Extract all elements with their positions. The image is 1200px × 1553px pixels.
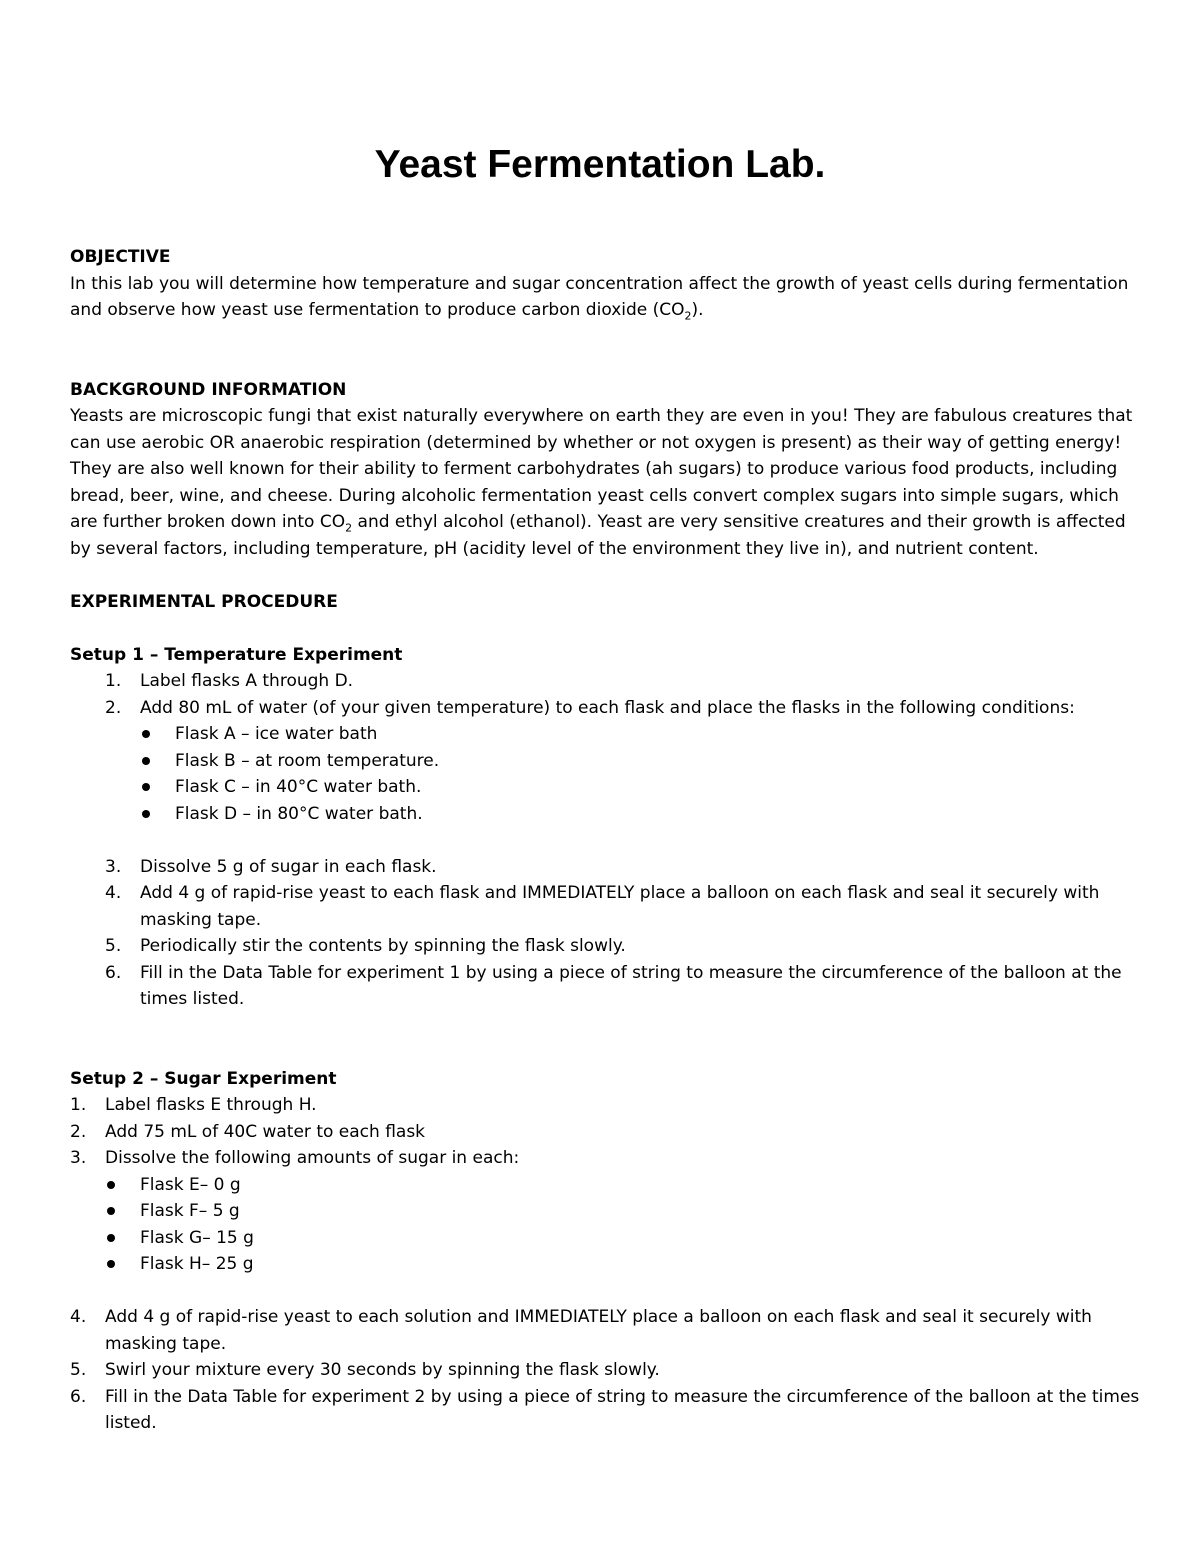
list-item: 6. Fill in the Data Table for experiment 1 by using a piece of string to measure the circumference of the balloon at the times listed. (105, 962, 1122, 1009)
list-item: Flask H– 25 g (70, 1251, 1140, 1278)
objective-heading: OBJECTIVE (70, 247, 171, 267)
document-body (70, 244, 1140, 1437)
setup2-heading: Setup 2 – Sugar Experiment (70, 1068, 337, 1089)
setup1-conditions (70, 721, 1140, 827)
list-item: Flask D – in 80°C water bath. (70, 801, 1140, 828)
list-item: Flask G– 15 g (70, 1225, 1140, 1252)
list-item: Flask E– 0 g (70, 1172, 1140, 1199)
list-item: 2. Add 80 mL of water (of your given temperature) to each flask and place the flasks in the following conditions: (105, 697, 1075, 718)
list-item: 3. Dissolve 5 g of sugar in each flask. (105, 856, 437, 877)
page-title: Yeast Fermentation Lab. (374, 143, 826, 186)
list-item: 3. Dissolve the following amounts of sugar in each: (70, 1148, 520, 1168)
procedure-heading: EXPERIMENTAL PROCEDURE (70, 591, 338, 612)
list-item: Flask C – in 40°C water bath. (70, 774, 1140, 801)
bullet-icon (142, 783, 150, 791)
list-item: 5. Swirl your mixture every 30 seconds by spinning the flask slowly. (70, 1360, 660, 1380)
bullet-icon (107, 1207, 115, 1215)
list-item: Flask B – at room temperature. (70, 748, 1140, 775)
bullet-icon (107, 1181, 115, 1189)
list-item: 1. Label flasks A through D. (105, 671, 354, 691)
setup2-steps-b (70, 1304, 1140, 1437)
objective-text: In this lab you will determine how temperature and sugar concentration affect the growth of yeast cells during fermentation and observe how yeast use fermentation to produce carbon dioxide $(CO_2)$. (70, 273, 1129, 323)
list-item: Flask F– 5 g (70, 1198, 1140, 1225)
setup1-steps-a (70, 668, 1140, 721)
list-item: 1. Label flasks E through H. (70, 1095, 317, 1115)
list-item: 4. Add 4 g of rapid-rise yeast to each solution and IMMEDIATELY place a balloon on each flask and seal it securely with masking tape. (70, 1307, 1092, 1354)
background-heading: BACKGROUND INFORMATION (70, 379, 347, 400)
setup2-steps-a (70, 1092, 1140, 1172)
background-text: Yeasts are microscopic fungi that exist naturally everywhere on earth they are even in you! They are fabulous creatures that can use aerobic OR anaerobic respiration (determined by whether or not oxygen is present) as their way of getting energy! They are also well known for their ability to ferment carbohydrates (ah sugars) to produce various food products, including bread, beer, wine, and cheese. During alcoholic fermentation yeast cells convert complex sugars into simple sugars, which are further broken down into $CO_2$ and ethyl alcohol (ethanol). Yeast are very sensitive creatures and their growth is affected by several factors, including temperature, pH (acidity level of the environment they live in), and nutrient content. (70, 406, 1133, 559)
bullet-icon (107, 1260, 115, 1268)
setup2-sugar-amounts (70, 1172, 1140, 1278)
list-item: 5. Periodically stir the contents by spinning the flask slowly. (105, 936, 626, 956)
bullet-icon (142, 757, 150, 765)
setup1-steps-b (70, 854, 1140, 1013)
list-item: 6. Fill in the Data Table for experiment 2 by using a piece of string to measure the circumference of the balloon at the times listed. (70, 1386, 1140, 1433)
bullet-icon (142, 810, 150, 818)
list-item: Flask A – ice water bath (70, 721, 1140, 748)
list-item: 4. Add 4 g of rapid-rise yeast to each flask and IMMEDIATELY place a balloon on each flask and seal it securely with masking tape. (105, 883, 1100, 930)
bullet-icon (142, 730, 150, 738)
list-item: 2. Add 75 mL of 40C water to each flask (70, 1121, 426, 1142)
setup1-heading: Setup 1 – Temperature Experiment (70, 644, 403, 665)
bullet-icon (107, 1234, 115, 1242)
